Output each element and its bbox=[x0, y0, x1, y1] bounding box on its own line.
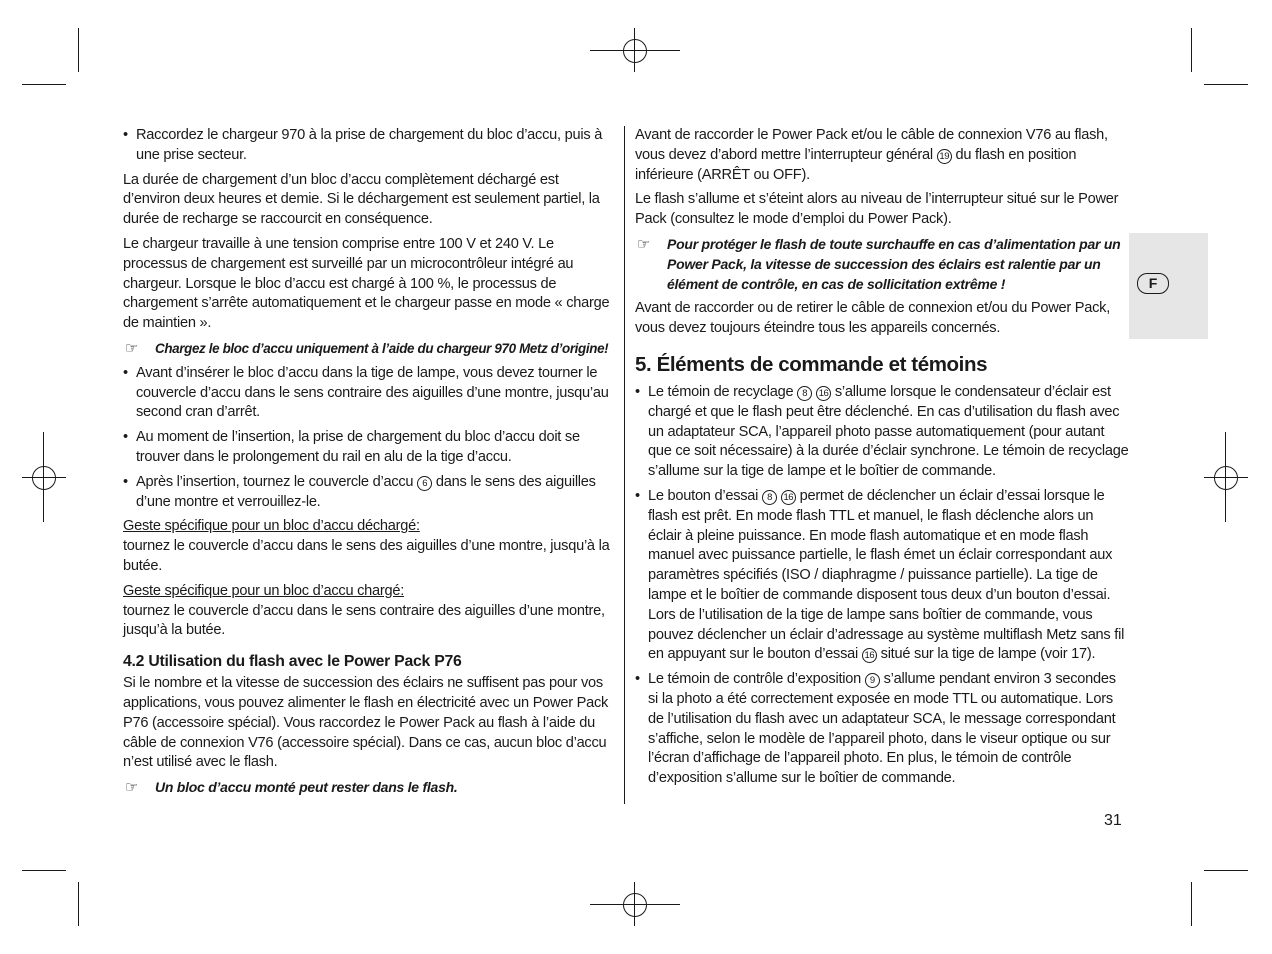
item-number: 8 bbox=[762, 490, 777, 505]
right-column bbox=[635, 126, 1129, 794]
left-column bbox=[123, 126, 617, 803]
item-number: 6 bbox=[417, 476, 432, 491]
bullet-item: • Le témoin de recyclage 8 16 s’allume lorsque le condensateur d’éclair est chargé et que le flash peut être déclenché. En cas d’utilisation du flash avec un adaptateur SCA, l’appareil photo passe automatiquement (pour autant que ce soit nécessaire) à la durée d’éclair synchrone. Le témoin de recyclage s’allume sur la tige de lampe et le boîtier de commande. bbox=[635, 383, 1129, 482]
bullet-item: • Le témoin de contrôle d’exposition 9 s’allume pendant environ 3 secondes si la photo a été correctement exposée en mode TTL ou automatique. Lors de l’utilisation du flash avec un adaptateur SCA, le message correspondant s’affiche, selon le modèle de l’appareil photo, dans le viseur optique ou sur l’écran d’affichage de l’appareil photo. En plus, le témoin de contrôle d’exposition s’allume sur le boîtier de commande. bbox=[635, 670, 1129, 789]
column-divider bbox=[624, 126, 625, 804]
paragraph: Avant de raccorder le Power Pack et/ou le câble de connexion V76 au flash, vous devez d’abord mettre l’interrupteur général 19 du flash en position inférieure (ARRÊT ou OFF). bbox=[635, 127, 1108, 183]
language-tab-label: F bbox=[1137, 273, 1169, 294]
bullet-item: • Le bouton d’essai 8 16 permet de déclencher un éclair d’essai lorsque le flash est prêt. En mode flash TTL et manuel, le flash déclenche alors un éclair à pleine puissance. En mode flash automatique et en mode flash manuel avec puissance partielle, le flash émet un éclair correspondant aux paramètres spécifiés (ISO / diaphragme / puissance partielle). La tige de lampe et le boîtier de commande disposent tous deux d’un bouton d’essai. Lors de l’utilisation de la tige de lampe sans boîtier de commande, vous pouvez déclencher un éclair d’adressage au système multiflash Metz sans fil en appuyant sur le bouton d’essai 16 situé sur la tige de lampe (voir 17). bbox=[635, 487, 1129, 665]
pointing-hand-icon: ☞ bbox=[125, 779, 139, 797]
section-heading: 4.2 Utilisation du flash avec le Power Pack P76 bbox=[123, 653, 462, 671]
underlined-heading: Geste spécifique pour un bloc d’accu chargé: bbox=[123, 582, 405, 599]
bullet-item: • Après l’insertion, tournez le couvercle d’accu 6 dans le sens des aiguilles d’une montre et verrouillez-le. bbox=[123, 473, 617, 513]
item-number: 8 bbox=[797, 386, 812, 401]
item-number: 16 bbox=[862, 648, 877, 663]
paragraph: Si le nombre et la vitesse de succession des éclairs ne suffisent pas pour vos applications, vous pouvez alimenter le flash en électricité avec un Power Pack P76 (accessoire spécial). Vous raccordez le Power Pack au flash à l’aide du câble de connexion V76 (accessoire spécial). Dans ce cas, aucun bloc d’accu n’est utilisé avec le flash. bbox=[123, 675, 609, 771]
item-number: 19 bbox=[937, 149, 952, 164]
paragraph: tournez le couvercle d’accu dans le sens contraire des aiguilles d’une montre, jusqu’à la butée. bbox=[123, 602, 605, 639]
page-number: 31 bbox=[1104, 812, 1122, 829]
note-text: Chargez le bloc d’accu uniquement à l’aide du chargeur 970 Metz d’origine! bbox=[155, 340, 609, 356]
section-heading: 5. Éléments de commande et témoins bbox=[635, 352, 988, 376]
paragraph: Le chargeur travaille à une tension comprise entre 100 V et 240 V. Le processus de chargement est surveillé par un microcontrôleur intégré au chargeur. Lorsque le bloc d’accu est chargé à 100 %, le processus de chargement s’arrête automatiquement et le chargeur passe en mode « charge de maintien ». bbox=[123, 235, 610, 332]
bullet-item: • Raccordez le chargeur 970 à la prise de chargement du bloc d’accu, puis à une prise secteur. bbox=[123, 126, 617, 166]
note bbox=[123, 778, 617, 798]
paragraph: Le flash s’allume et s’éteint alors au niveau de l’interrupteur situé sur le Power Pack (consultez le mode d’emploi du Power Pack). bbox=[635, 191, 1119, 228]
item-number: 16 bbox=[816, 386, 831, 401]
bullet-item: • Au moment de l’insertion, la prise de chargement du bloc d’accu doit se trouver dans le prolongement du rail en alu de la tige d’accu. bbox=[123, 428, 617, 468]
bullet-item: • Avant d’insérer le bloc d’accu dans la tige de lampe, vous devez tourner le couvercle d’accu dans le sens contraire des aiguilles d’une montre, jusqu’au second cran d’arrêt. bbox=[123, 364, 617, 423]
paragraph: La durée de chargement d’un bloc d’accu complètement déchargé est d’environ deux heures et demie. Si le déchargement est seulement partiel, la durée de recharge se raccourcit en conséquence. bbox=[123, 171, 600, 228]
pointing-hand-icon: ☞ bbox=[125, 339, 139, 357]
pointing-hand-icon: ☞ bbox=[637, 235, 651, 253]
item-number: 16 bbox=[781, 490, 796, 505]
note bbox=[123, 339, 617, 359]
note bbox=[635, 235, 1129, 294]
note-text: Pour protéger le flash de toute surchauffe en cas d’alimentation par un Power Pack, la vitesse de succession des éclairs est ralentie par un élément de contrôle, en cas de sollicitation extrême ! bbox=[667, 235, 1121, 292]
paragraph: tournez le couvercle d’accu dans le sens des aiguilles d’une montre, jusqu’à la butée. bbox=[123, 538, 610, 574]
paragraph: Avant de raccorder ou de retirer le câble de connexion et/ou du Power Pack, vous devez toujours éteindre tous les appareils concernés. bbox=[635, 300, 1111, 337]
note-text: Un bloc d’accu monté peut rester dans le flash. bbox=[155, 779, 458, 796]
item-number: 9 bbox=[865, 673, 880, 688]
underlined-heading: Geste spécifique pour un bloc d’accu déchargé: bbox=[123, 518, 420, 535]
